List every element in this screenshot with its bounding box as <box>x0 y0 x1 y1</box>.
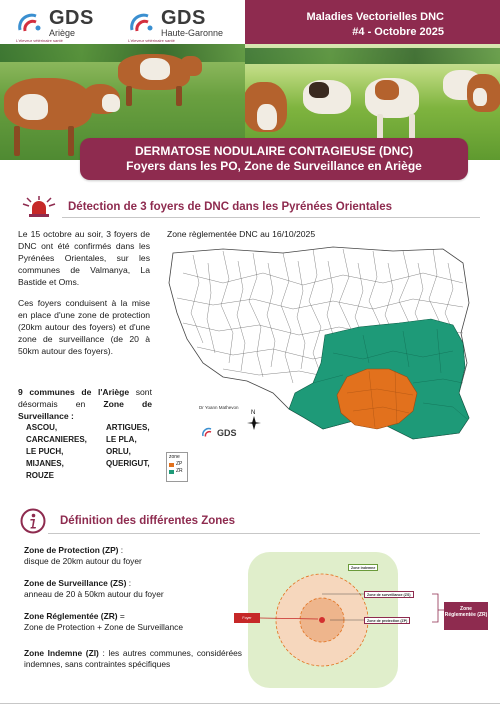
legend-item-zp <box>169 461 185 468</box>
divider <box>62 217 480 218</box>
logo-tagline: L'éleveur vétérinaire santé <box>128 38 175 43</box>
definition-term: Zone de Protection (ZP) <box>24 545 119 555</box>
definition-zs <box>24 578 224 600</box>
definition-term: Zone de Surveillance (ZS) <box>24 578 127 588</box>
zone-map <box>163 243 476 483</box>
definition-desc: anneau de 20 à 50km autour du foyer <box>24 589 164 599</box>
cow-patch <box>257 104 277 130</box>
zone-indemne-label: Zone indemne <box>348 564 378 571</box>
definition-zr <box>24 611 224 633</box>
footer-divider <box>0 703 500 704</box>
definition-suffix: : <box>118 545 124 555</box>
series-title: Maladies Vectorielles DNC <box>306 11 444 23</box>
commune-item: ASCOU, <box>26 423 58 432</box>
legend-swatch <box>169 470 174 474</box>
commune-item: ARTIGUES, <box>106 423 150 432</box>
cow-leg <box>409 114 415 140</box>
logo-gds-text: GDS <box>161 7 206 29</box>
section-zones-title: Définition des différentes Zones <box>60 515 236 527</box>
legend-label: ZR <box>176 468 183 474</box>
zones-diagram <box>234 552 488 690</box>
definition-term: Zone Indemne (ZI) <box>24 648 99 658</box>
divider <box>48 533 480 534</box>
map-gds-logo <box>201 427 237 438</box>
logo-subtitle: Haute-Garonne <box>161 28 224 38</box>
intro-paragraph: Ces foyers conduisent à la mise en place d'une zone de protection (20km autour des foyers) et d'une zone de surveillance (de 20 à 50km autour des foyers). <box>18 298 150 356</box>
commune-item: LE PUCH, <box>26 447 64 456</box>
commune-item: MIJANES, <box>26 459 64 468</box>
cow-leg <box>126 86 132 106</box>
commune-item: ORLU, <box>106 447 131 456</box>
tree-line <box>245 48 500 64</box>
definition-zi <box>24 648 242 670</box>
cow-head <box>180 56 202 76</box>
legend-swatch <box>169 463 174 467</box>
definition-desc: disque de 20km autour du foyer <box>24 556 142 566</box>
section-detection-heading <box>20 196 392 218</box>
section-detection-title: Détection de 3 foyers de DNC dans les Pyrénées Orientales <box>68 201 393 213</box>
legend-label: ZP <box>176 461 183 467</box>
info-icon <box>20 508 46 534</box>
zone-protection-label: Zone de protection (ZP) <box>364 617 410 624</box>
cow-patch <box>375 80 399 100</box>
issue-info <box>306 10 444 40</box>
definition-suffix: = <box>117 611 125 621</box>
logo-gds-text: GDS <box>49 7 94 29</box>
commune-item: QUERIGUT, <box>106 459 150 468</box>
siren-icon <box>20 196 58 218</box>
gds-logo-mark-icon <box>16 12 44 34</box>
cow-leg <box>14 126 20 156</box>
gds-haute-garonne-logo <box>128 8 223 38</box>
cow-patch <box>309 82 329 98</box>
communes-lead <box>18 386 152 422</box>
title-banner <box>80 138 468 180</box>
compass-north-icon <box>245 408 263 432</box>
cow-leg <box>176 86 182 106</box>
cow-leg <box>68 126 74 156</box>
communes-lead-text: sont désormais en <box>18 387 152 409</box>
section-zones-heading <box>20 508 235 534</box>
definition-desc: Zone de Protection + Zone de Surveillance <box>24 622 183 632</box>
zone-surveillance-label: Zone de surveillance (ZS) <box>364 591 414 598</box>
gds-logo-mark-icon <box>128 12 156 34</box>
commune-item: LE PLA, <box>106 435 137 444</box>
map-legend <box>166 452 188 482</box>
gds-ariege-logo <box>16 8 94 38</box>
legend-title: zone <box>169 454 180 460</box>
cow-face <box>102 94 120 112</box>
intro-text <box>18 228 150 366</box>
logo-tagline: L'éleveur vétérinaire santé <box>16 38 63 43</box>
map-logo-text: GDS <box>217 427 237 438</box>
gds-logo-mark-icon <box>201 427 215 438</box>
legend-item-zr <box>169 468 185 475</box>
intro-paragraph: Le 15 octobre au soir, 3 foyers de DNC ont été confirmés dans les Pyrénées Orientales, sur les communes de Valmanya, La Bastide et Oms. <box>18 229 150 287</box>
cow-patch <box>18 94 48 120</box>
definition-zp <box>24 545 224 567</box>
communes-count: 9 communes de l'Ariège <box>18 387 130 397</box>
cow-patch <box>473 88 487 106</box>
cow-patch <box>140 58 170 80</box>
map-caption: Zone règlementée DNC au 16/10/2025 <box>167 229 316 239</box>
definition-suffix: : <box>126 578 132 588</box>
commune-item: ROUZE <box>26 471 54 480</box>
cow-leg <box>377 114 383 140</box>
zone-reglementee-box: Zone Réglementée (ZR) <box>444 602 488 630</box>
issue-number: #4 - Octobre 2025 <box>352 26 444 38</box>
compass-letter: N <box>251 410 256 416</box>
zone-definitions <box>24 545 224 644</box>
banner-title: DERMATOSE NODULAIRE CONTAGIEUSE (DNC) <box>134 144 413 158</box>
zone-surveillance-label: Zone de Surveillance : <box>18 399 152 421</box>
definition-term: Zone Réglementée (ZR) <box>24 611 118 621</box>
commune-item: CARCANIERES, <box>26 435 87 444</box>
definition-desc: : les autres communes, considérées indemnes, sans contraintes spécifiques <box>24 648 242 669</box>
logo-subtitle: Ariège <box>49 28 76 38</box>
header <box>0 0 500 160</box>
map-credit: Dr Yoann Mathevon <box>199 405 239 410</box>
banner-subtitle: Foyers dans les PO, Zone de Surveillance en Ariège <box>126 159 422 173</box>
foyer-dot <box>319 617 325 623</box>
foyer-label: Foyer <box>234 613 260 623</box>
